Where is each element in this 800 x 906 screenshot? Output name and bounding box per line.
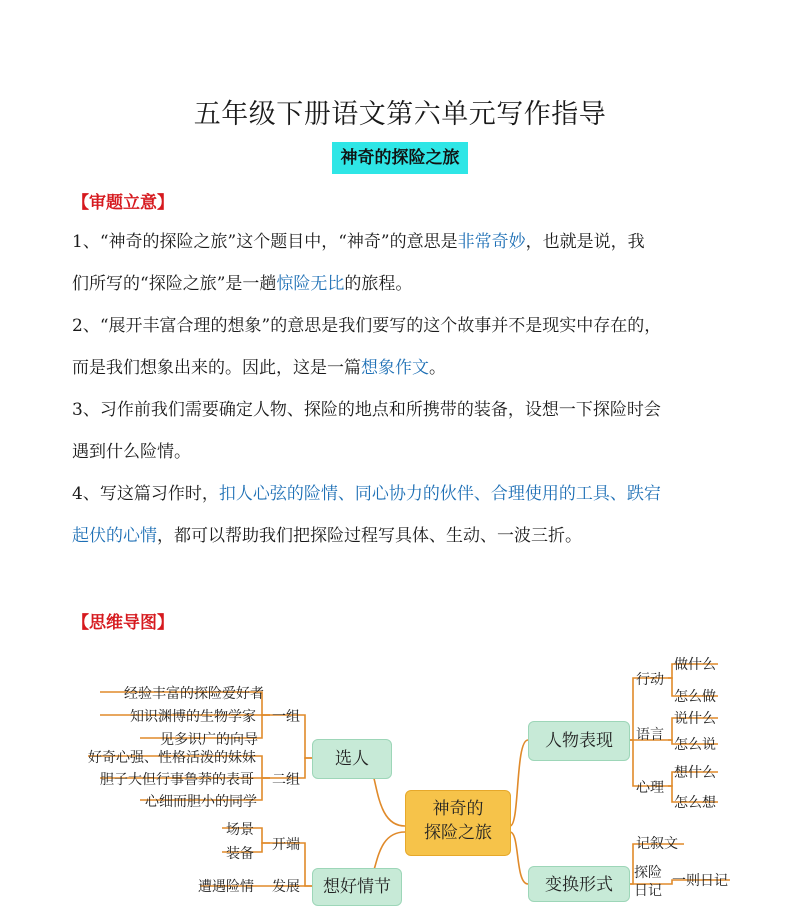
list-item: 一则日记 xyxy=(672,873,728,889)
group-label: 一组 xyxy=(272,709,300,725)
paragraph-4 xyxy=(72,473,732,557)
center-label-line1: 神奇的 xyxy=(432,799,484,819)
p1-text: ，也就是说，我 xyxy=(525,232,645,252)
p3-text: 3、习作前我们需要确定人物、探险的地点和所携带的装备，设想一下探险时会 xyxy=(72,400,661,420)
mindmap-node-plot: 想好情节 xyxy=(312,868,402,906)
list-item: 说什么 xyxy=(674,711,716,727)
plot-stage-label: 开端 xyxy=(272,837,300,853)
section-heading-topic: 【审题立意】 xyxy=(72,193,174,213)
list-item: 场景 xyxy=(226,822,254,838)
list-item: 遭遇险情 xyxy=(198,879,254,895)
category-label-line1: 探险 xyxy=(634,865,662,881)
p1-text: 们所写的“探险之旅”是一趟 xyxy=(72,274,277,294)
list-item: 记叙文 xyxy=(636,836,678,852)
mindmap-center-node xyxy=(405,790,511,856)
p3-text: 遇到什么险情。 xyxy=(72,442,191,462)
category-label: 语言 xyxy=(636,727,664,743)
category-label-line2: 日记 xyxy=(634,883,662,899)
p2-highlight: 想象作文 xyxy=(361,358,429,378)
mindmap-node-character: 人物表现 xyxy=(528,721,630,761)
list-item: 胆子大但行事鲁莽的表哥 xyxy=(100,772,254,788)
paragraph-2 xyxy=(72,305,732,389)
subtitle-highlight: 神奇的探险之旅 xyxy=(332,142,468,174)
section-heading-mindmap: 【思维导图】 xyxy=(72,613,174,633)
paragraph-3 xyxy=(72,389,732,473)
plot-stage-label: 发展 xyxy=(272,879,300,895)
page-title: 五年级下册语文第六单元写作指导 xyxy=(193,99,607,130)
list-item: 心细而胆小的同学 xyxy=(145,794,257,810)
list-item: 怎么想 xyxy=(674,795,716,811)
p2-text: 而是我们想象出来的。因此，这是一篇 xyxy=(72,358,361,378)
list-item: 做什么 xyxy=(674,657,716,673)
list-item: 怎么做 xyxy=(674,689,716,705)
list-item: 装备 xyxy=(226,846,254,862)
p1-text: 的旅程。 xyxy=(344,274,413,294)
group-label: 二组 xyxy=(272,772,300,788)
list-item: 见多识广的向导 xyxy=(160,732,258,748)
p4-text: ，都可以帮助我们把探险过程写具体、生动、一波三折。 xyxy=(157,526,582,546)
center-label-line2: 探险之旅 xyxy=(424,823,492,843)
paragraph-1 xyxy=(72,221,732,305)
mind-map xyxy=(0,640,800,900)
p2-text: 2、“展开丰富合理的想象”的意思是我们要写的这个故事并不是现实中存在的， xyxy=(72,316,662,336)
list-item: 怎么说 xyxy=(674,737,716,753)
mindmap-node-select-people: 选人 xyxy=(312,739,392,779)
category-label xyxy=(634,864,662,900)
p4-highlight: 扣人心弦的险情、同心协力的伙伴、合理使用的工具、跌宕 xyxy=(218,484,661,504)
list-item: 好奇心强、性格活泼的妹妹 xyxy=(88,750,256,766)
list-item: 经验丰富的探险爱好者 xyxy=(124,686,264,702)
p1-text: 1、“神奇的探险之旅”这个题目中，“神奇”的意思是 xyxy=(72,232,458,252)
p4-text: 4、写这篇习作时， xyxy=(72,484,219,504)
p4-highlight: 起伏的心情 xyxy=(72,526,157,546)
category-label: 行动 xyxy=(636,672,664,688)
p1-highlight: 非常奇妙 xyxy=(457,232,526,252)
list-item: 知识渊博的生物学家 xyxy=(130,709,256,725)
p1-highlight: 惊险无比 xyxy=(276,274,345,294)
mindmap-node-form: 变换形式 xyxy=(528,866,630,902)
list-item: 想什么 xyxy=(674,765,716,781)
p2-text: 。 xyxy=(429,358,446,378)
category-label: 心理 xyxy=(636,780,664,796)
